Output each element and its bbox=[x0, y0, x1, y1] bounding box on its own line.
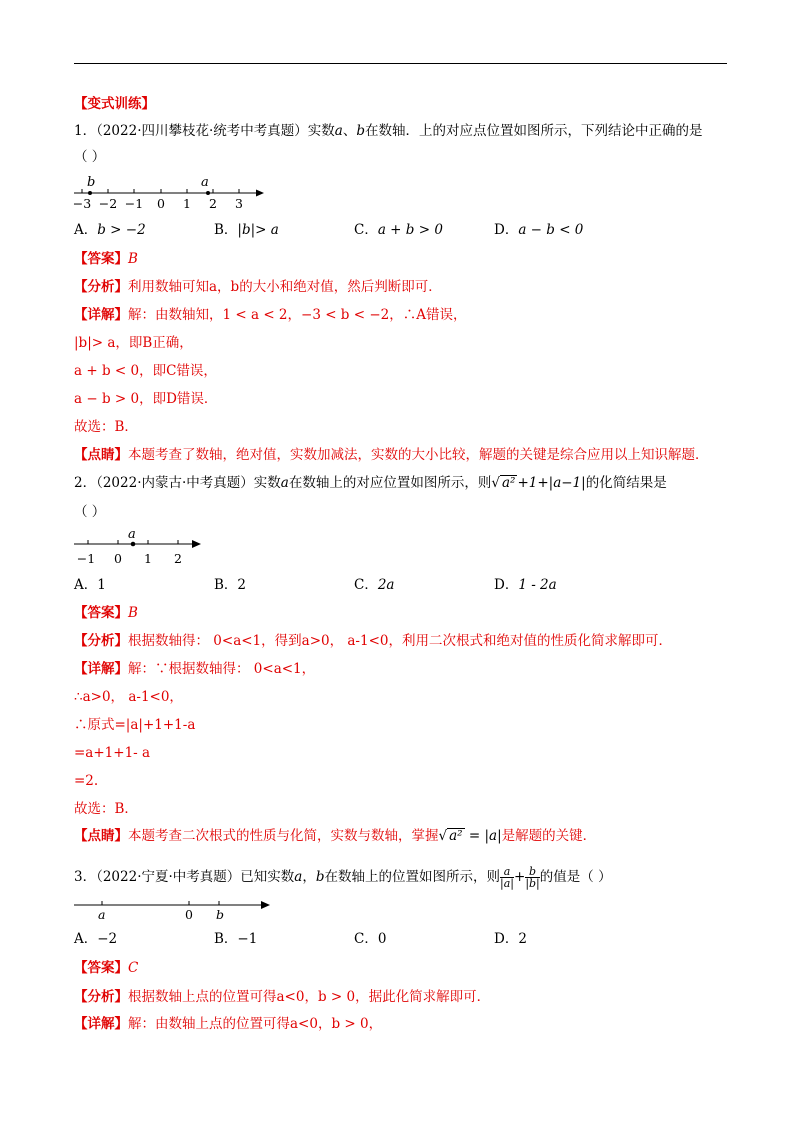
q3-point-b: b bbox=[216, 907, 225, 922]
q2-option-b: B．2 bbox=[214, 577, 247, 593]
q3-option-d: D．2 bbox=[494, 931, 527, 947]
q1-comment: 【点睛】本题考查了数轴，绝对值，实数加减法，实数的大小比较，解题的关键是综合应用以上知识解题． bbox=[74, 447, 709, 463]
q2-conclusion: 故选：B． bbox=[74, 801, 138, 817]
q2-option-a: A．1 bbox=[74, 577, 106, 593]
q2-stem: 2．（2022·内蒙古·中考真题）实数a在数轴上的对应位置如图所示，则√ a² +1+|a−1|的化简结果是 bbox=[74, 475, 667, 491]
q3-number-line bbox=[70, 896, 280, 926]
q2-detail-line: ∴a>0， a-1<0， bbox=[74, 689, 183, 705]
q1-tick: −1 bbox=[124, 196, 144, 211]
q3-option-c: C．0 bbox=[354, 931, 387, 947]
q1-tick: 0 bbox=[157, 196, 165, 211]
header-rule bbox=[74, 63, 727, 64]
q1-brackets: （ ） bbox=[74, 149, 106, 165]
q1-number-line bbox=[70, 172, 270, 212]
q2-tick: 2 bbox=[174, 551, 182, 566]
q2-answer: 【答案】B bbox=[74, 605, 138, 621]
q3-point-a: a bbox=[98, 907, 106, 922]
q3-answer: 【答案】C bbox=[74, 960, 139, 976]
section-title: 【变式训练】 bbox=[74, 96, 155, 112]
q1-option-b: B．|b|> a bbox=[214, 222, 279, 238]
q3-stem: 3．（2022·宁夏·中考真题）已知实数a，b在数轴上的位置如图所示，则 $\frac{a}{|a|}$ + $\frac{b}{|b|}$ 的值是（ ） bbox=[74, 865, 612, 890]
q2-detail: 【详解】解：∵根据数轴得： 0<a<1， bbox=[74, 661, 316, 677]
q1-conclusion: 故选：B． bbox=[74, 419, 138, 435]
q1-detail-line: |b|> a，即B正确， bbox=[74, 335, 193, 351]
q3-analysis: 【分析】根据数轴上点的位置可得a<0，b > 0，据此化简求解即可． bbox=[74, 989, 491, 1005]
q1-point-a: a bbox=[201, 175, 209, 190]
q2-detail-line: ∴原式=|a|+1+1-a bbox=[74, 717, 196, 733]
q2-option-d: D．1 - 2a bbox=[494, 577, 557, 593]
q1-tick: −2 bbox=[98, 196, 118, 211]
q1-analysis: 【分析】利用数轴可知a，b的大小和绝对值，然后判断即可． bbox=[74, 279, 442, 295]
q1-option-c: C．a + b > 0 bbox=[354, 222, 443, 238]
q2-number-line bbox=[70, 527, 210, 569]
q2-brackets: （ ） bbox=[74, 504, 106, 520]
q2-detail-line: =2. bbox=[74, 773, 99, 789]
q3-tick-zero: 0 bbox=[185, 907, 193, 922]
q2-tick: 0 bbox=[114, 551, 122, 566]
q3-option-a: A．−2 bbox=[74, 931, 118, 947]
q1-stem: 1．（2022·四川攀枝花·统考中考真题）实数a、b在数轴．上的对应点位置如图所示，下列结论中正确的是 bbox=[74, 123, 703, 139]
q2-option-c: C．2a bbox=[354, 577, 395, 593]
q1-answer: 【答案】B bbox=[74, 251, 138, 267]
q1-detail: 【详解】解：由数轴知，1 < a < 2，−3 < b < −2，∴A错误， bbox=[74, 307, 467, 323]
q2-analysis: 【分析】根据数轴得： 0<a<1，得到a>0， a-1<0，利用二次根式和绝对值的性质化简求解即可． bbox=[74, 633, 672, 649]
q2-point-a: a bbox=[128, 527, 136, 542]
q1-tick: 2 bbox=[209, 196, 217, 211]
q3-option-b: B．−1 bbox=[214, 931, 258, 947]
q1-detail-line: a + b < 0，即C错误， bbox=[74, 363, 217, 379]
q2-tick: −1 bbox=[76, 551, 96, 566]
q1-tick: −3 bbox=[72, 196, 92, 211]
q2-comment: 【点睛】本题考查二次根式的性质与化简，实数与数轴，掌握√ a² = |a|是解题的关键． bbox=[74, 828, 597, 844]
q3-detail: 【详解】解：由数轴上点的位置可得a<0，b > 0， bbox=[74, 1016, 383, 1032]
q1-option-d: D．a − b < 0 bbox=[494, 222, 584, 238]
q1-point-b: b bbox=[87, 175, 96, 190]
q1-detail-line: a − b > 0，即D错误． bbox=[74, 391, 218, 407]
q1-tick: 3 bbox=[235, 196, 243, 211]
q2-detail-line: =a+1+1- a bbox=[74, 745, 151, 761]
q2-tick: 1 bbox=[144, 551, 152, 566]
q1-tick: 1 bbox=[183, 196, 191, 211]
q1-option-a: A．b > −2 bbox=[74, 222, 146, 238]
